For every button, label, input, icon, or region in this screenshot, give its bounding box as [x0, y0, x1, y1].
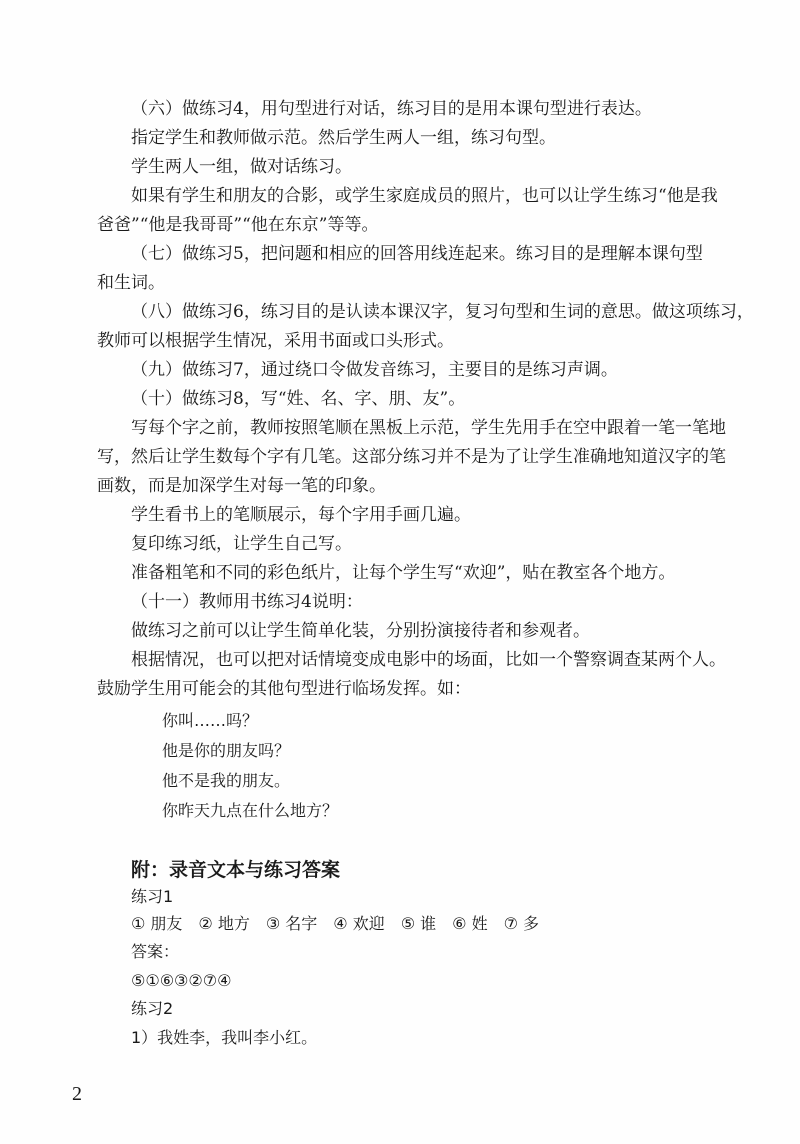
paragraph-line: 教师可以根据学生情况，采用书面或口头形式。 [97, 331, 454, 351]
exercise-2-item-1: 1）我姓李，我叫李小红。 [131, 1028, 318, 1047]
page-number: 2 [72, 1083, 82, 1105]
paragraph-line: 画数，而是加深学生对每一笔的印象。 [97, 476, 386, 496]
paragraph-line: 复印练习纸，让学生自己写。 [131, 534, 352, 554]
paragraph-line: （八）做练习6，练习目的是认读本课汉字，复习句型和生词的意思。做这项练习， [131, 302, 754, 322]
paragraph-line: 学生看书上的笔顺展示，每个字用手画几遍。 [131, 505, 471, 525]
paragraph-line: 指定学生和教师做示范。然后学生两人一组，练习句型。 [131, 128, 556, 148]
paragraph-line: 做练习之前可以让学生简单化装，分别扮演接待者和参观者。 [131, 621, 590, 641]
paragraph-line: （七）做练习5，把问题和相应的回答用线连起来。练习目的是理解本课句型 [131, 244, 703, 264]
exercise-1-items: ① 朋友 ② 地方 ③ 名字 ④ 欢迎 ⑤ 谁 ⑥ 姓 ⑦ 多 [131, 914, 540, 933]
dialogue-line: 他不是我的朋友。 [162, 771, 291, 790]
answer-label: 答案： [131, 942, 180, 961]
paragraph-line: （十）做练习8，写“姓、名、字、朋、友”。 [131, 389, 466, 409]
paragraph-line: 如果有学生和朋友的合影，或学生家庭成员的照片，也可以让学生练习“他是我 [131, 186, 718, 206]
paragraph-line: 写，然后让学生数每个字有几笔。这部分练习并不是为了让学生准确地知道汉字的笔 [97, 447, 726, 467]
paragraph-line: 写每个字之前，教师按照笔顺在黑板上示范，学生先用手在空中跟着一笔一笔地 [131, 418, 726, 438]
paragraph-line: 准备粗笔和不同的彩色纸片，让每个学生写“欢迎”，贴在教室各个地方。 [131, 563, 676, 583]
paragraph-line: （六）做练习4，用句型进行对话，练习目的是用本课句型进行表达。 [131, 99, 652, 119]
paragraph-line: 和生词。 [97, 273, 165, 293]
dialogue-line: 你昨天九点在什么地方？ [162, 801, 339, 820]
dialogue-line: 你叫……吗？ [162, 711, 259, 730]
paragraph-line: 爸爸”“他是我哥哥”“他在东京”等等。 [97, 215, 379, 235]
dialogue-line: 他是你的朋友吗？ [162, 741, 291, 760]
paragraph-line: 鼓励学生用可能会的其他句型进行临场发挥。如： [97, 679, 471, 699]
paragraph-line: 学生两人一组，做对话练习。 [131, 157, 352, 177]
exercise-1-label: 练习1 [131, 887, 174, 906]
appendix-title: 附：录音文本与练习答案 [131, 859, 341, 881]
answer-sequence: ⑤①⑥③②⑦④ [131, 971, 232, 990]
exercise-2-label: 练习2 [131, 999, 174, 1018]
paragraph-line: 根据情况，也可以把对话情境变成电影中的场面，比如一个警察调查某两个人。 [131, 650, 726, 670]
paragraph-line: （十一）教师用书练习4说明： [131, 592, 363, 612]
paragraph-line: （九）做练习7，通过绕口令做发音练习，主要目的是练习声调。 [131, 360, 618, 380]
